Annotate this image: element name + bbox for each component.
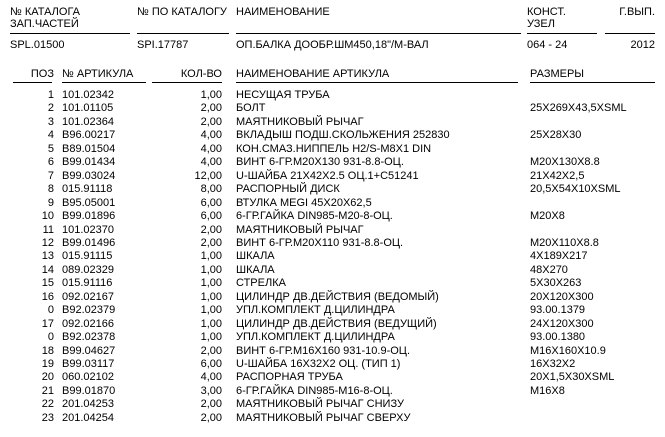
cell-article-number: B99.01870 [62,384,116,397]
header-rule-year [605,33,655,34]
cell-article-number: 092.02166 [62,317,114,330]
cell-quantity: 1,00 [200,250,222,263]
cell-quantity: 4,00 [200,371,222,384]
header-value-description: ОП.БАЛКА ДООБР.ШМ450,18"/М-ВАЛ [236,39,429,51]
cell-article-number: B96.00217 [62,129,116,142]
column-rule-qty [152,82,222,83]
header-rule-assembly [527,33,597,34]
cell-article-name: ВИНТ 6-ГР.M20X130 931-8.8-ОЦ. [236,156,404,169]
cell-article-name: СТРЕЛКА [236,277,286,290]
cell-article-name: ЦИЛИНДР ДВ.ДЕЙСТВИЯ (ВЕДОМЫЙ) [236,290,439,303]
cell-article-name: МАЯТНИКОВЫЙ РЫЧАГ СНИЗУ [236,398,404,411]
cell-article-number: 092.02167 [62,290,114,303]
cell-article-number: 015.91116 [62,277,113,290]
cell-article-name: ВИНТ 6-ГР.M16X160 931-10.9-ОЦ. [236,344,410,357]
cell-position: 1 [47,89,54,101]
cell-dimensions: 93.00.1379 [530,304,586,317]
cell-quantity: 2,00 [200,398,222,411]
cell-position: 0 [47,331,54,344]
cell-position: 2 [47,102,54,115]
cell-dimensions: 48X270 [530,263,568,276]
header-rule-catalog-ref [137,33,229,34]
cell-position: 14 [41,263,54,276]
cell-position: 13 [41,250,54,263]
cell-position: 17 [41,317,54,330]
cell-article-number: B99.03117 [62,358,115,370]
cell-article-name: УПЛ.КОМПЛЕКТ Д.ЦИЛИНДРА [236,304,395,317]
cell-article-number: B99.01496 [62,236,116,249]
header-label-catalog-ref: № ПО КАТАЛОГУ [137,6,227,18]
cell-position: 9 [47,196,54,209]
cell-position: 4 [47,129,54,142]
cell-quantity: 1,00 [200,263,222,276]
column-rule-dimensions [530,82,655,83]
cell-article-name: ШКАЛА [236,250,275,263]
cell-article-number: 060.02102 [62,371,114,384]
cell-quantity: 2,00 [200,236,222,249]
cell-quantity: 1,00 [200,317,222,330]
header-rule-description [236,33,521,34]
header-label-assembly-line1: КОНСТ. [527,6,566,18]
column-rule-name [236,82,518,83]
cell-dimensions: M16X160X10.9 [530,344,606,357]
cell-position: 3 [47,115,54,128]
cell-quantity: 1,00 [200,331,222,344]
cell-article-number: 101.02342 [62,89,114,101]
cell-dimensions: 20,5X54X10XSML [530,183,621,196]
cell-position: 19 [41,358,54,370]
header-rule-catalog-no [10,33,130,34]
cell-dimensions: 21X42X2,5 [530,169,585,182]
column-header-article: № АРТИКУЛА [62,68,134,80]
cell-quantity: 1,00 [200,290,222,303]
column-rule-pos [13,82,52,83]
cell-quantity: 4,00 [200,142,222,155]
cell-article-number: 201.04253 [62,398,114,411]
cell-article-number: 089.02329 [62,263,114,276]
cell-article-name: МАЯТНИКОВЫЙ РЫЧАГ [236,115,364,128]
column-header-dimensions: РАЗМЕРЫ [530,68,585,80]
cell-dimensions: M20X8 [530,210,565,223]
header-label-description: НАИМЕНОВАНИЕ [236,6,330,18]
cell-position: 5 [47,142,54,155]
cell-article-name: ВИНТ 6-ГР.M20X110 931-8.8-ОЦ. [236,236,404,249]
cell-dimensions: M20X130X8.8 [530,156,600,169]
cell-article-name: 6-ГР.ГАЙКА DIN985-M16-8-ОЦ. [236,384,393,397]
cell-position: 8 [47,183,54,196]
cell-quantity: 2,00 [200,115,222,128]
cell-position: 10 [41,210,54,223]
cell-dimensions: 20X120X300 [530,290,594,303]
cell-quantity: 2,00 [200,411,222,424]
cell-quantity: 1,00 [200,277,222,290]
cell-dimensions: 4X189X217 [530,250,588,263]
cell-quantity: 1,00 [200,89,222,101]
cell-article-name: ШКАЛА [236,263,275,276]
cell-position: 0 [47,304,54,317]
column-header-pos: ПОЗ [30,68,54,80]
cell-dimensions: 16X32X2 [530,358,576,370]
header-value-assembly: 064 - 24 [527,39,568,51]
cell-quantity: 6,00 [200,196,222,209]
cell-article-number: B92.02379 [62,304,116,317]
cell-dimensions: M20X110X8.8 [530,236,599,249]
cell-article-name: 6-ГР.ГАЙКА DIN985-M20-8-ОЦ. [236,210,393,223]
cell-article-number: 015.91118 [62,183,113,196]
cell-article-name: НЕСУЩАЯ ТРУБА [236,89,330,101]
cell-dimensions: 20X1,5X30XSML [530,371,615,384]
cell-position: 6 [47,156,54,169]
cell-dimensions: M16X8 [530,384,565,397]
header-label-catalog-no-line1: № КАТАЛОГА [10,6,81,18]
header-value-year: 2012 [630,39,655,51]
column-header-qty: КОЛ-ВО [180,68,222,80]
cell-article-name: КОН.СМАЗ.НИППЕЛЬ H2/S-M8X1 DIN [236,142,432,155]
cell-dimensions: 25X269X43,5XSML [530,102,627,115]
cell-dimensions: 93.00.1380 [530,331,586,344]
cell-quantity: 12,00 [194,169,222,182]
cell-article-number: 101.02370 [62,223,114,236]
cell-quantity: 2,00 [200,102,222,115]
cell-quantity: 6,00 [200,210,222,223]
cell-article-name: ВКЛАДЫШ ПОДШ.СКОЛЬЖЕНИЯ 252830 [236,129,450,142]
cell-article-number: B89.01504 [62,142,116,155]
cell-quantity: 4,00 [200,129,222,142]
cell-article-number: B99.01896 [62,210,116,223]
cell-position: 12 [41,236,54,249]
column-rule-article [62,82,146,83]
cell-article-number: 201.04254 [62,411,114,424]
cell-dimensions: 25X28X30 [530,129,582,142]
cell-quantity: 6,00 [200,358,222,370]
cell-quantity: 8,00 [200,183,222,196]
cell-article-name: U-ШАЙБА 16X32X2 ОЦ. (ТИП 1) [236,358,401,370]
cell-article-number: B99.04627 [62,344,116,357]
cell-position: 11 [42,223,54,236]
cell-position: 23 [41,411,54,424]
cell-article-number: B99.03024 [62,169,116,182]
cell-quantity: 4,00 [200,156,222,169]
header-value-catalog-ref: SPI.17787 [137,39,189,51]
cell-article-name: БОЛТ [236,102,266,115]
cell-position: 20 [41,371,54,384]
cell-article-name: РАСПОРНАЯ ТРУБА [236,371,343,384]
cell-position: 22 [41,398,54,411]
cell-position: 7 [47,169,54,182]
cell-article-number: B95.05001 [62,196,116,209]
header-label-assembly-line2: УЗЕЛ [527,18,555,30]
cell-quantity: 1,00 [200,304,222,317]
column-header-name: НАИМЕНОВАНИЕ АРТИКУЛА [236,68,390,80]
cell-article-name: U-ШАЙБА 21X42X2.5 ОЦ.1+C51241 [236,169,419,182]
cell-position: 21 [41,384,54,397]
cell-article-name: ЦИЛИНДР ДВ.ДЕЙСТВИЯ (ВЕДУЩИЙ) [236,317,437,330]
cell-article-name: МАЯТНИКОВЫЙ РЫЧАГ [236,223,364,236]
cell-article-number: 015.91115 [62,250,113,263]
cell-article-number: B99.01434 [62,156,116,169]
cell-article-name: УПЛ.КОМПЛЕКТ Д.ЦИЛИНДРА [236,331,395,344]
cell-article-number: 101.02364 [62,115,114,128]
cell-dimensions: 5X30X263 [530,277,582,290]
cell-position: 18 [41,344,54,357]
header-label-year: Г.ВЫП. [619,6,655,18]
cell-article-number: B92.02378 [62,331,116,344]
cell-quantity: 3,00 [200,384,222,397]
cell-article-name: МАЯТНИКОВЫЙ РЫЧАГ СВЕРХУ [236,411,411,424]
cell-dimensions: 24X120X300 [530,317,594,330]
cell-quantity: 2,00 [200,344,222,357]
cell-article-name: РАСПОРНЫЙ ДИСК [236,183,340,196]
cell-quantity: 2,00 [200,223,222,236]
header-value-catalog-no: SPL.01500 [10,39,65,51]
header-label-catalog-no-line2: ЗАП.ЧАСТЕЙ [10,18,79,30]
cell-article-name: ВТУЛКА MEGI 45X20X62,5 [236,196,372,209]
cell-article-number: 101.01105 [62,102,114,115]
cell-position: 16 [41,290,54,303]
cell-position: 15 [41,277,54,290]
